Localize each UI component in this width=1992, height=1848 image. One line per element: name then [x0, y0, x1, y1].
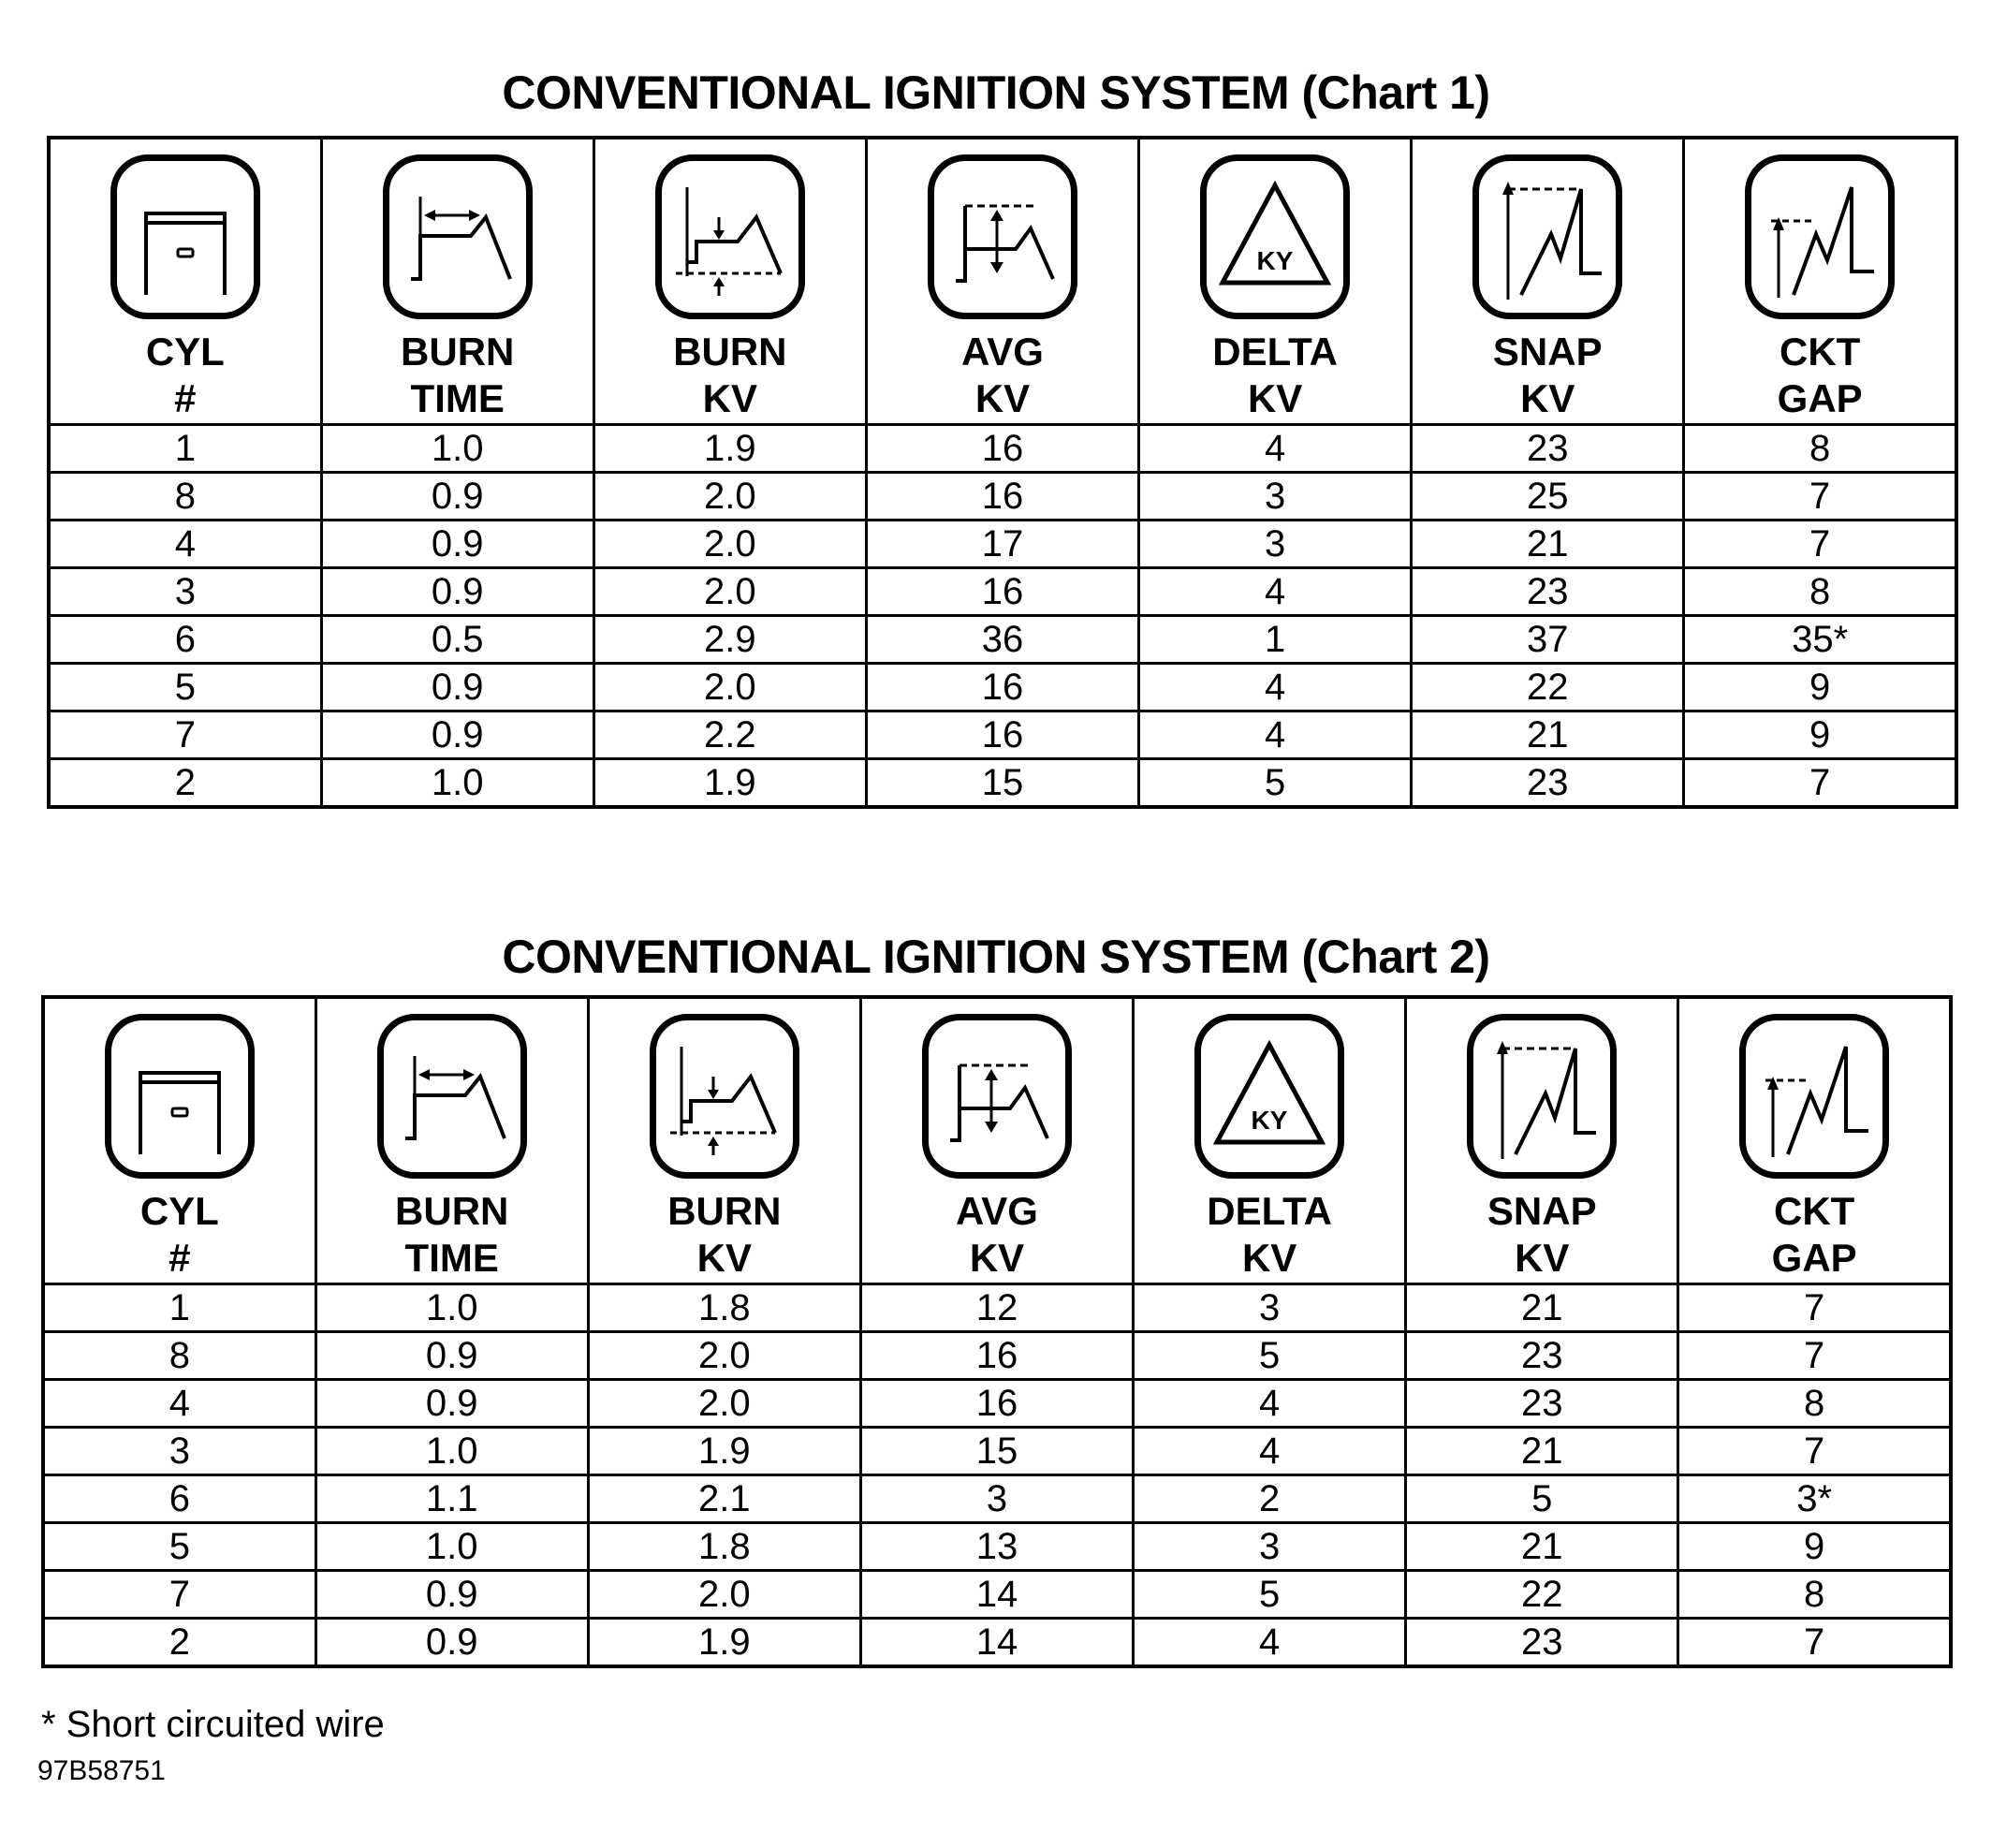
- column-header-line2: KV: [1241, 1236, 1297, 1280]
- table-cell: 5: [1134, 1332, 1406, 1380]
- column-header-line1: DELTA: [1207, 1189, 1333, 1233]
- column-header-line2: #: [174, 376, 197, 420]
- table-cell: 7: [1678, 1284, 1951, 1332]
- table-cell: 17: [866, 521, 1138, 568]
- table-cell: 6: [43, 1475, 315, 1523]
- table-cell: 1.0: [321, 425, 593, 473]
- column-header-line2: TIME: [410, 376, 505, 420]
- table-cell: 1.8: [588, 1523, 860, 1571]
- ignition-table-chart-1: [47, 136, 1958, 809]
- table-cell: 0.9: [315, 1332, 588, 1380]
- table-cell: 0.9: [321, 473, 593, 521]
- table-cell: 15: [860, 1428, 1133, 1475]
- table-cell: 35*: [1684, 616, 1956, 664]
- table-cell: 1.0: [315, 1428, 588, 1475]
- column-header-line1: CYL: [139, 1189, 219, 1233]
- table-cell: 8: [1684, 425, 1956, 473]
- avg-kv-icon: [928, 154, 1077, 319]
- table-cell: 16: [866, 473, 1138, 521]
- table-cell: 8: [49, 473, 321, 521]
- table-cell: 21: [1406, 1284, 1678, 1332]
- column-header: [315, 997, 588, 1284]
- table-cell: 16: [866, 711, 1138, 759]
- table-cell: 7: [43, 1571, 315, 1619]
- snap-kv-icon: [1467, 1014, 1617, 1179]
- table-cell: 2: [43, 1619, 315, 1667]
- column-header-line2: KV: [969, 1236, 1025, 1280]
- table-cell: 6: [49, 616, 321, 664]
- burn-time-icon: [383, 154, 533, 319]
- delta-kv-icon-text: KY: [1256, 246, 1294, 275]
- column-header: [1406, 997, 1678, 1284]
- table-row: [43, 1475, 1951, 1523]
- table-row: [49, 759, 1956, 808]
- table-cell: 37: [1412, 616, 1684, 664]
- column-header: [43, 997, 315, 1284]
- column-header: [1678, 997, 1951, 1284]
- table-cell: 36: [866, 616, 1138, 664]
- table-row: [43, 1284, 1951, 1332]
- burn-kv-icon: [655, 154, 805, 319]
- table-row: [49, 425, 1956, 473]
- table-cell: 22: [1412, 664, 1684, 711]
- table-cell: 16: [866, 425, 1138, 473]
- table-cell: 3: [49, 568, 321, 616]
- table-cell: 2: [49, 759, 321, 808]
- table-cell: 0.9: [321, 568, 593, 616]
- table-cell: 15: [866, 759, 1138, 808]
- figure-id: 97B58751: [37, 1755, 166, 1786]
- table-cell: 1.1: [315, 1475, 588, 1523]
- table-cell: 2.0: [588, 1332, 860, 1380]
- table-cell: 1.0: [315, 1284, 588, 1332]
- table-cell: 1: [1139, 616, 1412, 664]
- column-header-line2: KV: [974, 376, 1031, 420]
- column-header-line2: TIME: [404, 1236, 499, 1280]
- table-cell: 2.9: [593, 616, 866, 664]
- column-header-line2: KV: [696, 1236, 753, 1280]
- table-cell: 8: [1678, 1380, 1951, 1428]
- table-cell: 21: [1412, 521, 1684, 568]
- table-row: [43, 1332, 1951, 1380]
- table-cell: 1: [43, 1284, 315, 1332]
- column-header-line1: CYL: [145, 330, 225, 374]
- column-header-line2: KV: [1247, 376, 1303, 420]
- ckt-gap-icon: [1739, 1014, 1889, 1179]
- table-cell: 13: [860, 1523, 1133, 1571]
- table-cell: 4: [49, 521, 321, 568]
- table-cell: 2.0: [593, 664, 866, 711]
- burn-kv-icon: [650, 1014, 799, 1179]
- table-row: [49, 616, 1956, 664]
- table-cell: 3: [1134, 1284, 1406, 1332]
- table-cell: 16: [860, 1380, 1133, 1428]
- table-row: [49, 473, 1956, 521]
- delta-kv-icon-text: KY: [1251, 1106, 1288, 1135]
- column-header-line1: SNAP: [1487, 1189, 1597, 1233]
- table-cell: 9: [1684, 711, 1956, 759]
- table-cell: 23: [1406, 1380, 1678, 1428]
- cylinder-icon: [110, 154, 260, 319]
- table-cell: 23: [1412, 759, 1684, 808]
- column-header-line2: KV: [702, 376, 758, 420]
- footnote: * Short circuited wire: [41, 1704, 385, 1745]
- table-cell: 1.0: [321, 759, 593, 808]
- snap-kv-icon: [1472, 154, 1622, 319]
- delta-kv-icon: [1194, 1014, 1344, 1179]
- table-cell: 8: [1684, 568, 1956, 616]
- table-cell: 0.9: [315, 1571, 588, 1619]
- table-cell: 3: [43, 1428, 315, 1475]
- table-row: [49, 664, 1956, 711]
- table-row: [43, 1523, 1951, 1571]
- column-header-line1: DELTA: [1212, 330, 1339, 374]
- table-cell: 2: [1134, 1475, 1406, 1523]
- table-cell: 21: [1406, 1428, 1678, 1475]
- column-header: [321, 138, 593, 425]
- table-cell: 4: [1139, 568, 1412, 616]
- table-cell: 16: [866, 568, 1138, 616]
- ignition-table-chart-2: [41, 995, 1953, 1668]
- table-cell: 14: [860, 1571, 1133, 1619]
- column-header: [593, 138, 866, 425]
- table-cell: 3: [1139, 473, 1412, 521]
- table-cell: 3: [1134, 1523, 1406, 1571]
- table-cell: 5: [1134, 1571, 1406, 1619]
- table-cell: 23: [1412, 568, 1684, 616]
- table-cell: 25: [1412, 473, 1684, 521]
- table-cell: 9: [1684, 664, 1956, 711]
- table-cell: 5: [1406, 1475, 1678, 1523]
- ckt-gap-icon: [1745, 154, 1895, 319]
- table-cell: 0.9: [321, 664, 593, 711]
- table-cell: 23: [1412, 425, 1684, 473]
- table-cell: 0.9: [315, 1380, 588, 1428]
- table-cell: 1.0: [315, 1523, 588, 1571]
- table-cell: 21: [1406, 1523, 1678, 1571]
- table-cell: 3*: [1678, 1475, 1951, 1523]
- table-cell: 22: [1406, 1571, 1678, 1619]
- table-row: [43, 1571, 1951, 1619]
- table-cell: 7: [1678, 1619, 1951, 1667]
- table-cell: 7: [1684, 521, 1956, 568]
- table-cell: 0.5: [321, 616, 593, 664]
- table-cell: 7: [1678, 1332, 1951, 1380]
- table-cell: 14: [860, 1619, 1133, 1667]
- table-cell: 5: [43, 1523, 315, 1571]
- table-row: [49, 568, 1956, 616]
- table-cell: 5: [49, 664, 321, 711]
- table-cell: 1: [49, 425, 321, 473]
- table-cell: 1.9: [588, 1619, 860, 1667]
- table-cell: 23: [1406, 1619, 1678, 1667]
- table-cell: 8: [1678, 1571, 1951, 1619]
- column-header: [1139, 138, 1412, 425]
- table-cell: 2.0: [593, 473, 866, 521]
- column-header-line1: BURN: [673, 330, 787, 374]
- column-header: [860, 997, 1133, 1284]
- table-cell: 3: [1139, 521, 1412, 568]
- table-cell: 7: [1684, 473, 1956, 521]
- table-cell: 1.8: [588, 1284, 860, 1332]
- table-cell: 21: [1412, 711, 1684, 759]
- column-header-line1: CKT: [1774, 1189, 1855, 1233]
- column-header-line1: CKT: [1780, 330, 1861, 374]
- table-cell: 7: [1684, 759, 1956, 808]
- column-header: [866, 138, 1138, 425]
- column-header-line1: BURN: [401, 330, 515, 374]
- table-cell: 4: [1134, 1428, 1406, 1475]
- column-header-line2: KV: [1515, 1236, 1570, 1280]
- table-cell: 0.9: [321, 711, 593, 759]
- column-header-line1: AVG: [961, 330, 1044, 374]
- column-header-line2: KV: [1520, 376, 1575, 420]
- column-header: [1134, 997, 1406, 1284]
- table-cell: 0.9: [315, 1619, 588, 1667]
- table-cell: 4: [1139, 664, 1412, 711]
- column-header: [49, 138, 321, 425]
- table-cell: 7: [1678, 1428, 1951, 1475]
- column-header-line2: GAP: [1777, 376, 1863, 420]
- header-row: [43, 997, 1951, 1284]
- burn-time-icon: [377, 1014, 527, 1179]
- column-header-line2: GAP: [1771, 1236, 1857, 1280]
- table-cell: 4: [1139, 711, 1412, 759]
- table-row: [43, 1428, 1951, 1475]
- column-header-line1: AVG: [956, 1189, 1038, 1233]
- table-cell: 23: [1406, 1332, 1678, 1380]
- table-cell: 2.0: [593, 568, 866, 616]
- column-header: [1412, 138, 1684, 425]
- table-cell: 2.0: [593, 521, 866, 568]
- table-row: [43, 1619, 1951, 1667]
- table-row: [49, 521, 1956, 568]
- table-cell: 5: [1139, 759, 1412, 808]
- table-cell: 2.2: [593, 711, 866, 759]
- delta-kv-icon: [1200, 154, 1350, 319]
- cylinder-icon: [105, 1014, 255, 1179]
- table-cell: 8: [43, 1332, 315, 1380]
- column-header-line2: #: [168, 1236, 191, 1280]
- table-cell: 9: [1678, 1523, 1951, 1571]
- table-cell: 16: [860, 1332, 1133, 1380]
- table-cell: 2.0: [588, 1380, 860, 1428]
- table-cell: 2.1: [588, 1475, 860, 1523]
- table-cell: 3: [860, 1475, 1133, 1523]
- column-header-line1: BURN: [667, 1189, 782, 1233]
- column-header-line1: BURN: [395, 1189, 509, 1233]
- chart-2-title: CONVENTIONAL IGNITION SYSTEM (Chart 2): [502, 931, 1490, 983]
- table-cell: 1.9: [593, 759, 866, 808]
- column-header: [588, 997, 860, 1284]
- table-cell: 1.9: [593, 425, 866, 473]
- table-cell: 4: [1134, 1380, 1406, 1428]
- column-header: [1684, 138, 1956, 425]
- table-cell: 12: [860, 1284, 1133, 1332]
- table-cell: 2.0: [588, 1571, 860, 1619]
- table-cell: 4: [1134, 1619, 1406, 1667]
- table-cell: 1.9: [588, 1428, 860, 1475]
- table-cell: 4: [1139, 425, 1412, 473]
- header-row: [49, 138, 1956, 425]
- table-cell: 4: [43, 1380, 315, 1428]
- table-cell: 0.9: [321, 521, 593, 568]
- table-cell: 7: [49, 711, 321, 759]
- chart-1-title: CONVENTIONAL IGNITION SYSTEM (Chart 1): [502, 66, 1490, 119]
- table-row: [43, 1380, 1951, 1428]
- table-cell: 16: [866, 664, 1138, 711]
- avg-kv-icon: [922, 1014, 1072, 1179]
- table-row: [49, 711, 1956, 759]
- column-header-line1: SNAP: [1492, 330, 1603, 374]
